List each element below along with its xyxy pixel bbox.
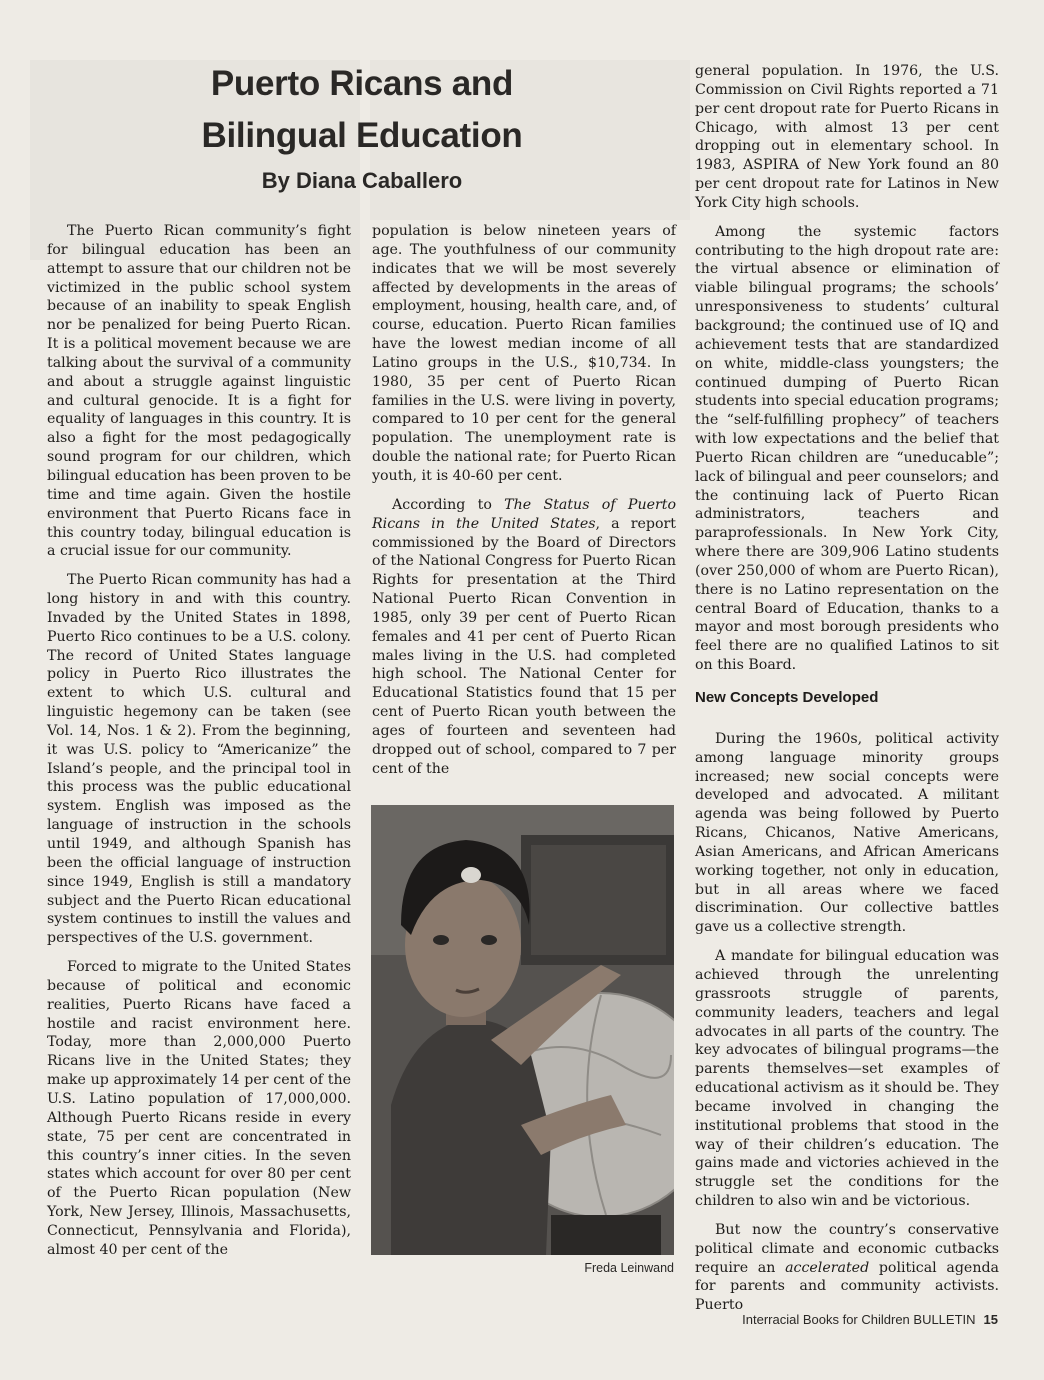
title-line-2: Bilingual Education <box>201 116 523 155</box>
emphasis: accelerated <box>785 1259 870 1276</box>
photo-illustration <box>371 805 674 1255</box>
paragraph: population is below nineteen years of age. The youthfulness of our community indicates that we will be most severely affected by developments in the areas of employment, housing, health care, and, of course, education. Puerto Rican families have the lowest median income of all Latino groups in the U.S., $10,734. In 1980, 35 per cent of Puerto Rican families in the U.S. were living in poverty, compared to 10 per cent for the general population. The unemployment rate is double the national rate; for Puerto Rican youth, it is 40-60 per cent. <box>372 223 676 484</box>
photo-child-with-globe <box>371 805 674 1255</box>
report-title: The Status of Puerto Ricans in the United States <box>372 496 677 532</box>
paragraph: Among the systemic factors contributing to the high dropout rate are: the virtual absence or elimination of viable bilingual programs; the schools’ unresponsiveness to students’ cultural background; the continued use of IQ and achievement tests that are standardized on white, middle-class youngsters; the continued dumping of Puerto Rican students into special education programs; the “self-fulfilling prophecy” of teachers with low expectations and the belief that Puerto Rican children are “uneducable”; lack of bilingual and peer counselors; and the continuing lack of Puerto Rican administrators, teachers and paraprofessionals. In New York City, where there are 309,906 Latino students (over 250,000 of whom are Puerto Rican), there is no Latino representation on the central Board of Education, thanks to a mayor and most borough presidents who feel there are no qualified Latinos to sit on this Board. <box>695 223 999 674</box>
paragraph: The Puerto Rican community’s fight for bilingual education has been an attempt to assure that our children not be victimized in the public school system because of an inability to speak English nor be penalized for being Puerto Rican. It is a political movement because we are talking about the survival of a community and about a struggle against linguistic and cultural genocide. It is a fight for equality of languages in this country. It is also a fight for the most pedagogically sound program for our children, which bilingual education has been proven to be time and time again. Given the hostile environment that Puerto Ricans face in this country today, bilingual education is a crucial issue for our community. <box>47 223 351 560</box>
page-number: 15 <box>983 1312 998 1327</box>
photo-credit: Freda Leinwand <box>584 1261 674 1275</box>
column-2 <box>372 222 676 778</box>
text-run: , a report commissioned by the Board of Directors of the National Congress for Puerto Rican Rights for presentation at the Third National Puerto Rican Convention in 1985, only 39 per cent of Puerto Rican females and 41 per cent of Puerto Rican males living in the U.S. had completed high school. The National Center for Educational Statistics found that 15 per cent of Puerto Rican youth between the ages of fourteen and seventeen had dropped out of school, compared to 7 per cent of the <box>372 515 676 777</box>
page-footer <box>742 1312 998 1327</box>
paragraph <box>372 496 676 779</box>
publication-name: Interracial Books for Children BULLETIN <box>742 1312 976 1327</box>
paragraph: During the 1960s, political activity among language minority groups increased; new social concepts were developed and advocated. A militant agenda was being followed by Puerto Ricans, Chicanos, Native Americans, Asian Americans, and African Americans working together, not only in education, but in all areas where we faced discrimination. Our collective battles gave us a collective strength. <box>695 730 999 936</box>
article-title <box>170 58 554 162</box>
paragraph: The Puerto Rican community has had a long history in and with this country. Invaded by the United States in 1898, Puerto Rico continues to be a U.S. colony. The record of United States language policy in Puerto Rico illustrates the extent to which U.S. cultural and linguistic hegemony can be taken (see Vol. 14, Nos. 1 & 2). From the beginning, it was U.S. policy to “Americanize” the Island’s people, and the principal tool in this process was the public educational system. English was imposed as the language of instruction in the schools until 1949, and although Spanish has been the official language of instruction since 1949, English is still a mandatory subject and the Puerto Rican educational system continues to instill the values and perspectives of the U.S. government. <box>47 572 351 947</box>
column-1 <box>47 222 351 1260</box>
text-run: But now the country’s conservative political climate and economic cutbacks require an <box>695 1221 999 1276</box>
text-run: According to <box>392 496 505 513</box>
section-subhead: New Concepts Developed <box>695 689 879 706</box>
column-3 <box>695 62 999 1315</box>
paragraph: general population. In 1976, the U.S. Commission on Civil Rights reported a 71 per cent dropout rate for Puerto Ricans in Chicago, with almost 13 per cent dropping out in elementary school. In 1983, ASPIRA of New York found an 80 per cent dropout rate for Latinos in New York City high schools. <box>695 63 999 211</box>
text-run: political agenda for parents and community activists. Puerto <box>695 1259 1000 1314</box>
paragraph <box>695 1221 999 1315</box>
title-line-1: Puerto Ricans and <box>210 64 514 103</box>
paragraph: A mandate for bilingual education was achieved through the unrelenting grassroots struggle of parents, community leaders, teachers and legal advocates in all parts of the country. The key advocates of bilingual programs—the parents themselves—set examples of educational activism as it should be. They became involved in changing the institutional problems that stood in the way of their children’s education. The gains made and victories achieved in the struggle set the conditions for the children to also win and be victorious. <box>695 948 999 1210</box>
byline: By Diana Caballero <box>261 168 463 193</box>
paragraph: Forced to migrate to the United States because of political and economic realities, Puerto Ricans have faced a hostile and racist environment here. Today, more than 2,000,000 Puerto Ricans live in the United States; they make up approximately 14 per cent of the U.S. Latino population of 17,000,000. Although Puerto Ricans reside in every state, 75 per cent are concentrated in this country’s inner cities. In the seven states which account for over 80 per cent of the Puerto Rican population (New York, New Jersey, Illinois, Massachusetts, Connecticut, Pennsylvania and Florida), almost 40 per cent of the <box>47 959 351 1258</box>
